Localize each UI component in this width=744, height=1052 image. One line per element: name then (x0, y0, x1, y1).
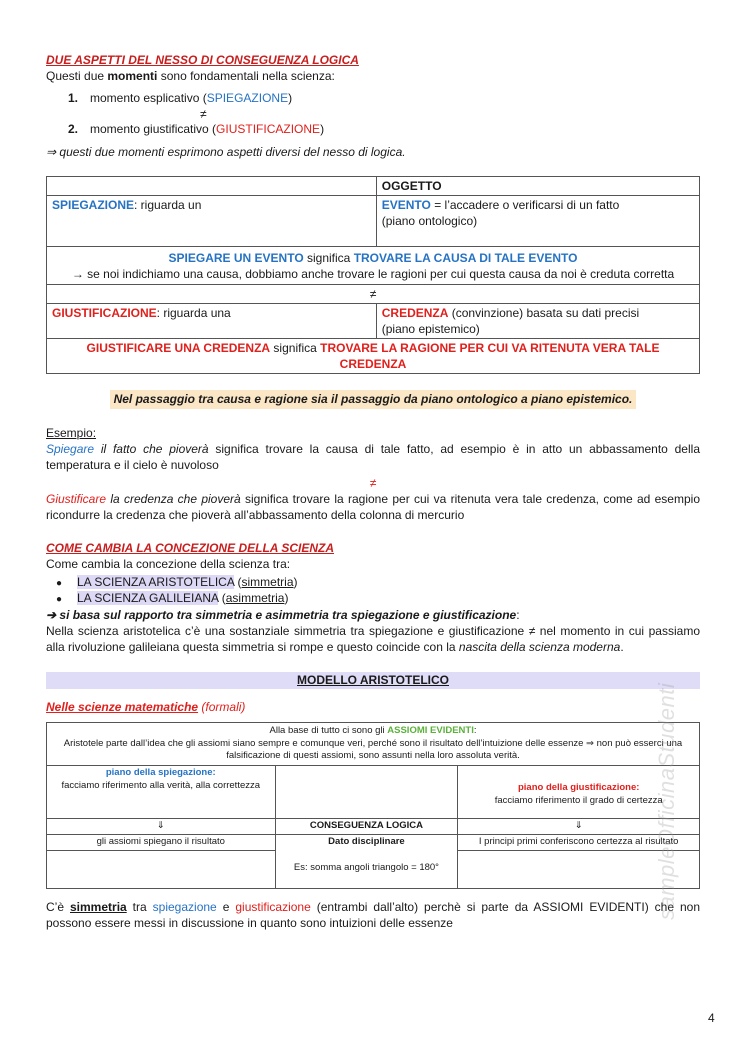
watermark: sampleOfficinaStudenti (654, 682, 679, 920)
table-cell: CREDENZA (convinzione) basata su dati precisi (piano epistemico) (376, 303, 699, 338)
example-paragraph-1: Spiegare il fatto che pioverà significa trovare la causa di tale fatto, ad esempio è in atto un abbassamento della temperatura e il cielo è nuvoloso (46, 441, 700, 472)
section2-intro: Come cambia la concezione della scienza tra: (46, 556, 291, 571)
table-cell: I principi primi conferiscono certezza al risultato (458, 834, 700, 850)
neq-symbol: ≠ (200, 106, 207, 121)
down-arrow: ⇓ (47, 819, 276, 835)
table-header-oggetto: OGGETTO (376, 176, 699, 195)
table-cell: gli assiomi spiegano il risultato (47, 834, 276, 850)
example-label: Esempio: (46, 425, 97, 440)
section3-title: Nelle scienze matematiche (formali) (46, 699, 246, 714)
table-cell: piano della giustificazione: facciamo riferimento il grado di certezza (458, 766, 700, 819)
table-cell: ≠ (47, 284, 700, 303)
section-title-scienza: COME CAMBIA LA CONCEZIONE DELLA SCIENZA (46, 540, 334, 555)
list-item: ● LA SCIENZA ARISTOTELICA (simmetria) (56, 574, 298, 589)
example-paragraph-2: Giustificare la credenza che pioverà significa trovare la ragione per cui va ritenuta vera tale credenza, come ad esempio ricondurre la credenza che pioverà all’abbassamento della colonna di mercurio (46, 492, 700, 523)
section-title-nesso: DUE ASPETTI DEL NESSO DI CONSEGUENZA LOGICA (46, 53, 359, 67)
page-number: 4 (708, 1011, 715, 1025)
arrow-line: ➔ si basa sul rapporto tra simmetria e asimmetria tra spiegazione e giustificazione: (46, 607, 520, 622)
final-paragraph: C’è simmetria tra spiegazione e giustificazione (entrambi dall’alto) perchè si parte da ASSIOMI EVIDENTI) che non possono essere messi in discussione in quanto sono intuizioni delle essenze (46, 899, 701, 930)
list-item: 2. momento giustificativo (GIUSTIFICAZIONE) (68, 121, 325, 136)
table-cell: EVENTO = l’accadere o verificarsi di un fatto (piano ontologico) (376, 196, 699, 247)
list-item: ● LA SCIENZA GALILEIANA (asimmetria) (56, 591, 289, 606)
conclusion-line: ⇒ questi due momenti esprimono aspetti diversi del nesso di logica. (46, 144, 406, 159)
section2-paragraph: Nella scienza aristotelica c’è una sostanziale simmetria tra spiegazione e giustificazione ≠ nel momento in cui passiamo alla rivoluzione galileiana questa simmetria si rompe e questo coincide con la nascita della scienza moderna. (46, 624, 700, 655)
table-cell: Dato disciplinare Es: somma angoli triangolo = 180° (275, 834, 458, 888)
document-page (46, 52, 700, 931)
table-cell: piano della spiegazione: facciamo riferimento alla verità, alla correttezza (47, 766, 276, 819)
table-cell: GIUSTIFICARE UNA CREDENZA significa TROVARE LA RAGIONE PER CUI VA RITENUTA VERA TALE CREDENZA (47, 339, 700, 374)
table-cell: CONSEGUENZA LOGICA (275, 819, 458, 835)
highlight-note: Nel passaggio tra causa e ragione sia il passaggio da piano ontologico a piano epistemico. (110, 390, 637, 408)
science-list (56, 574, 700, 607)
table-cell: SPIEGARE UN EVENTO significa TROVARE LA CAUSA DI TALE EVENTO → se noi indichiamo una causa, dobbiamo anche trovare le ragioni per cui questa causa da noi è creduta corretta (47, 247, 700, 284)
table-cell: SPIEGAZIONE: riguarda un (47, 196, 377, 247)
intro-line: Questi due momenti sono fondamentali nella scienza: (46, 69, 335, 84)
aristotle-model-table (46, 722, 700, 889)
section-bar-modello: MODELLO ARISTOTELICO (46, 672, 700, 689)
down-arrow: ⇓ (458, 819, 700, 835)
table-cell: GIUSTIFICAZIONE: riguarda una (47, 303, 377, 338)
table-cell: Alla base di tutto ci sono gli ASSIOMI EVIDENTI: Aristotele parte dall’idea che gli assiomi siano sempre e comunque veri, perché sono il risultato dell’intuizione delle essenze ⇒ non può esserci una falsificazione di questi assiomi, sono assunti nella loro assoluta verità. (47, 722, 700, 765)
neq-symbol: ≠ (369, 476, 377, 491)
list-item: 1. momento esplicativo (SPIEGAZIONE) (68, 91, 293, 106)
comparison-table (46, 176, 700, 375)
moments-list (68, 90, 700, 136)
